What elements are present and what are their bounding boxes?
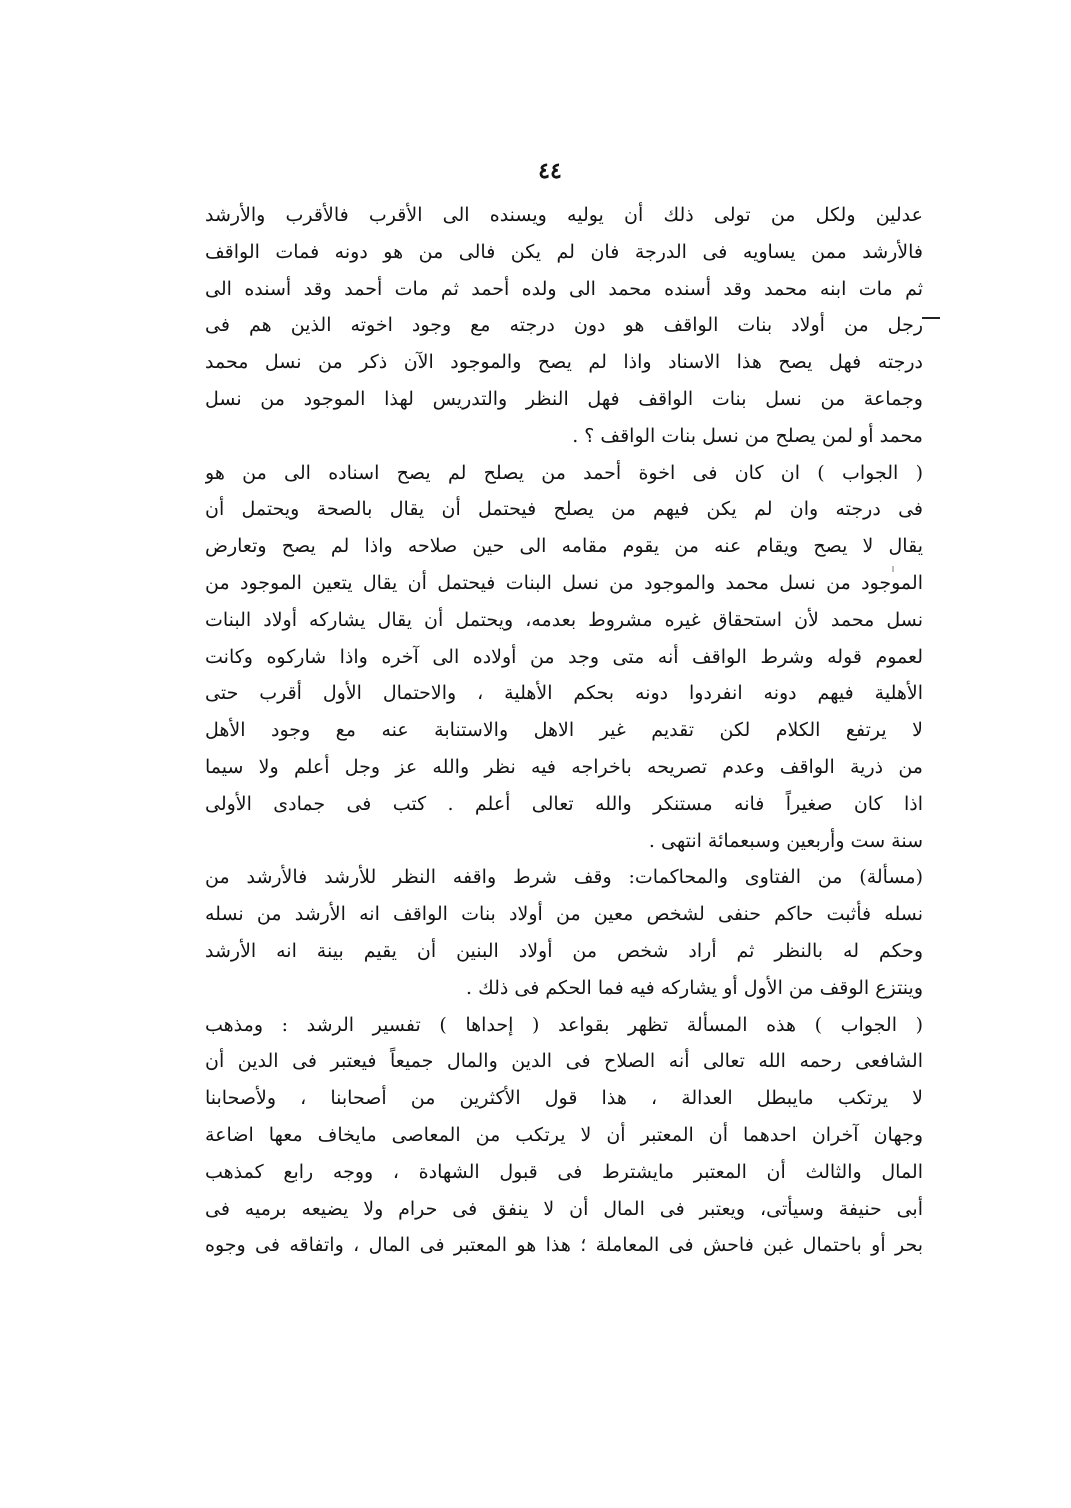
answer-line: فى درجته وان لم يكن فيهم من يصلح فيحتمل أن يقال بالصحة ويحتمل أن [205, 498, 923, 521]
text-line: رجل من أولاد بنات الواقف هو دون درجته مع وجود اخوته الذين هم فى [205, 314, 923, 337]
text-line: فالأرشد ممن يساويه فى الدرجة فان لم يكن فالى من هو دونه فمات الواقف [205, 240, 923, 263]
question-line: وينتزع الوقف من الأول أو يشاركه فيه فما الحكم فى ذلك . [466, 976, 923, 999]
answer-line: ( الجواب ) هذه المسألة تظهر بقواعد ( إحداها ) تفسير الرشد : ومذهب [205, 1013, 923, 1036]
answer-line: لا يرتكب مايبطل العدالة ، هذا قول الأكثرين من أصحابنا ، ولأصحابنا [205, 1087, 923, 1110]
answer-line: الأهلية فيهم دونه انفردوا دونه بحكم الأهلية ، والاحتمال الأول أقرب حتى [205, 682, 923, 705]
question-line: نسله فأثبت حاكم حنفى لشخص معين من أولاد بنات الواقف انه الأرشد من نسله [205, 903, 923, 926]
answer-line: لا يرتفع الكلام لكن تقديم غير الاهل والاستنابة عنه مع وجود الأهل [205, 719, 923, 742]
question-line: (مسألة) من الفتاوى والمحاكمات: وقف شرط واقفه النظر للأرشد فالأرشد من [205, 866, 923, 889]
answer-line: من ذرية الواقف وعدم تصريحه باخراجه فيه نظر والله عز وجل أعلم ولا سيما [205, 755, 923, 778]
answer-line: الموجود من نسل محمد والموجود من نسل البنات فيحتمل أن يقال يتعين الموجود من [205, 571, 923, 594]
text-line: عدلين ولكل من تولى ذلك أن يوليه ويسنده الى الأقرب فالأقرب والأرشد [205, 204, 923, 226]
answer-line: بحر أو باحتمال غبن فاحش فى المعاملة ؛ هذا هو المعتبر فى المال ، واتفاقه فى وجوه [205, 1234, 923, 1257]
answer-line: ( الجواب ) ان كان فى اخوة أحمد من يصلح لم يصح اسناده الى من هو [205, 461, 923, 484]
answer-line: أبى حنيفة وسيأتى، ويعتبر فى المال أن لا ينفق فى حرام ولا يضيعه برميه فى [205, 1197, 923, 1220]
answer-line: وجهان آخران احدهما أن المعتبر أن لا يرتكب من المعاصى مايخاف معها اضاعة [205, 1123, 923, 1146]
answer-line: المال والثالث أن المعتبر مايشترط فى قبول الشهادة ، ووجه رابع كمذهب [205, 1160, 923, 1183]
question-line: وحكم له بالنظر ثم أراد شخص من أولاد البنين أن يقيم بينة انه الأرشد [205, 939, 923, 962]
answer-line: يقال لا يصح ويقام عنه من يقوم مقامه الى حين صلاحه واذا لم يصح وتعارض [205, 535, 923, 558]
answer-line: سنة ست وأربعين وسبعمائة انتهى . [648, 829, 923, 852]
answer-line: لعموم قوله وشرط الواقف أنه متى وجد من أولاده الى آخره واذا شاركوه وكانت [205, 645, 923, 668]
answer-line: نسل محمد لأن استحقاق غيره مشروط بعدمه، ويحتمل أن يقال يشاركه أولاد البنات [205, 608, 923, 631]
answer-line: اذا كان صغيراً فانه مستنكر والله تعالى أعلم . كتب فى جمادى الأولى [205, 792, 923, 815]
text-line: محمد أو لمن يصلح من نسل بنات الواقف ؟ . [572, 424, 923, 447]
text-line: ثم مات ابنه محمد وقد أسنده محمد الى ولده أحمد ثم مات أحمد وقد أسنده الى [205, 277, 923, 300]
margin-dash-mark [922, 317, 940, 319]
text-line: درجته فهل يصح هذا الاسناد واذا لم يصح والموجود الآن ذكر من نسل محمد [205, 351, 923, 374]
answer-line: الشافعى رحمه الله تعالى أنه الصلاح فى الدين والمال جميعاً فيعتبر فى الدين أن [205, 1050, 923, 1073]
body-text [205, 197, 923, 1264]
text-line: وجماعة من نسل بنات الواقف فهل النظر والتدريس لهذا الموجود من نسل [205, 387, 923, 410]
page-number: ٤٤ [538, 158, 562, 184]
